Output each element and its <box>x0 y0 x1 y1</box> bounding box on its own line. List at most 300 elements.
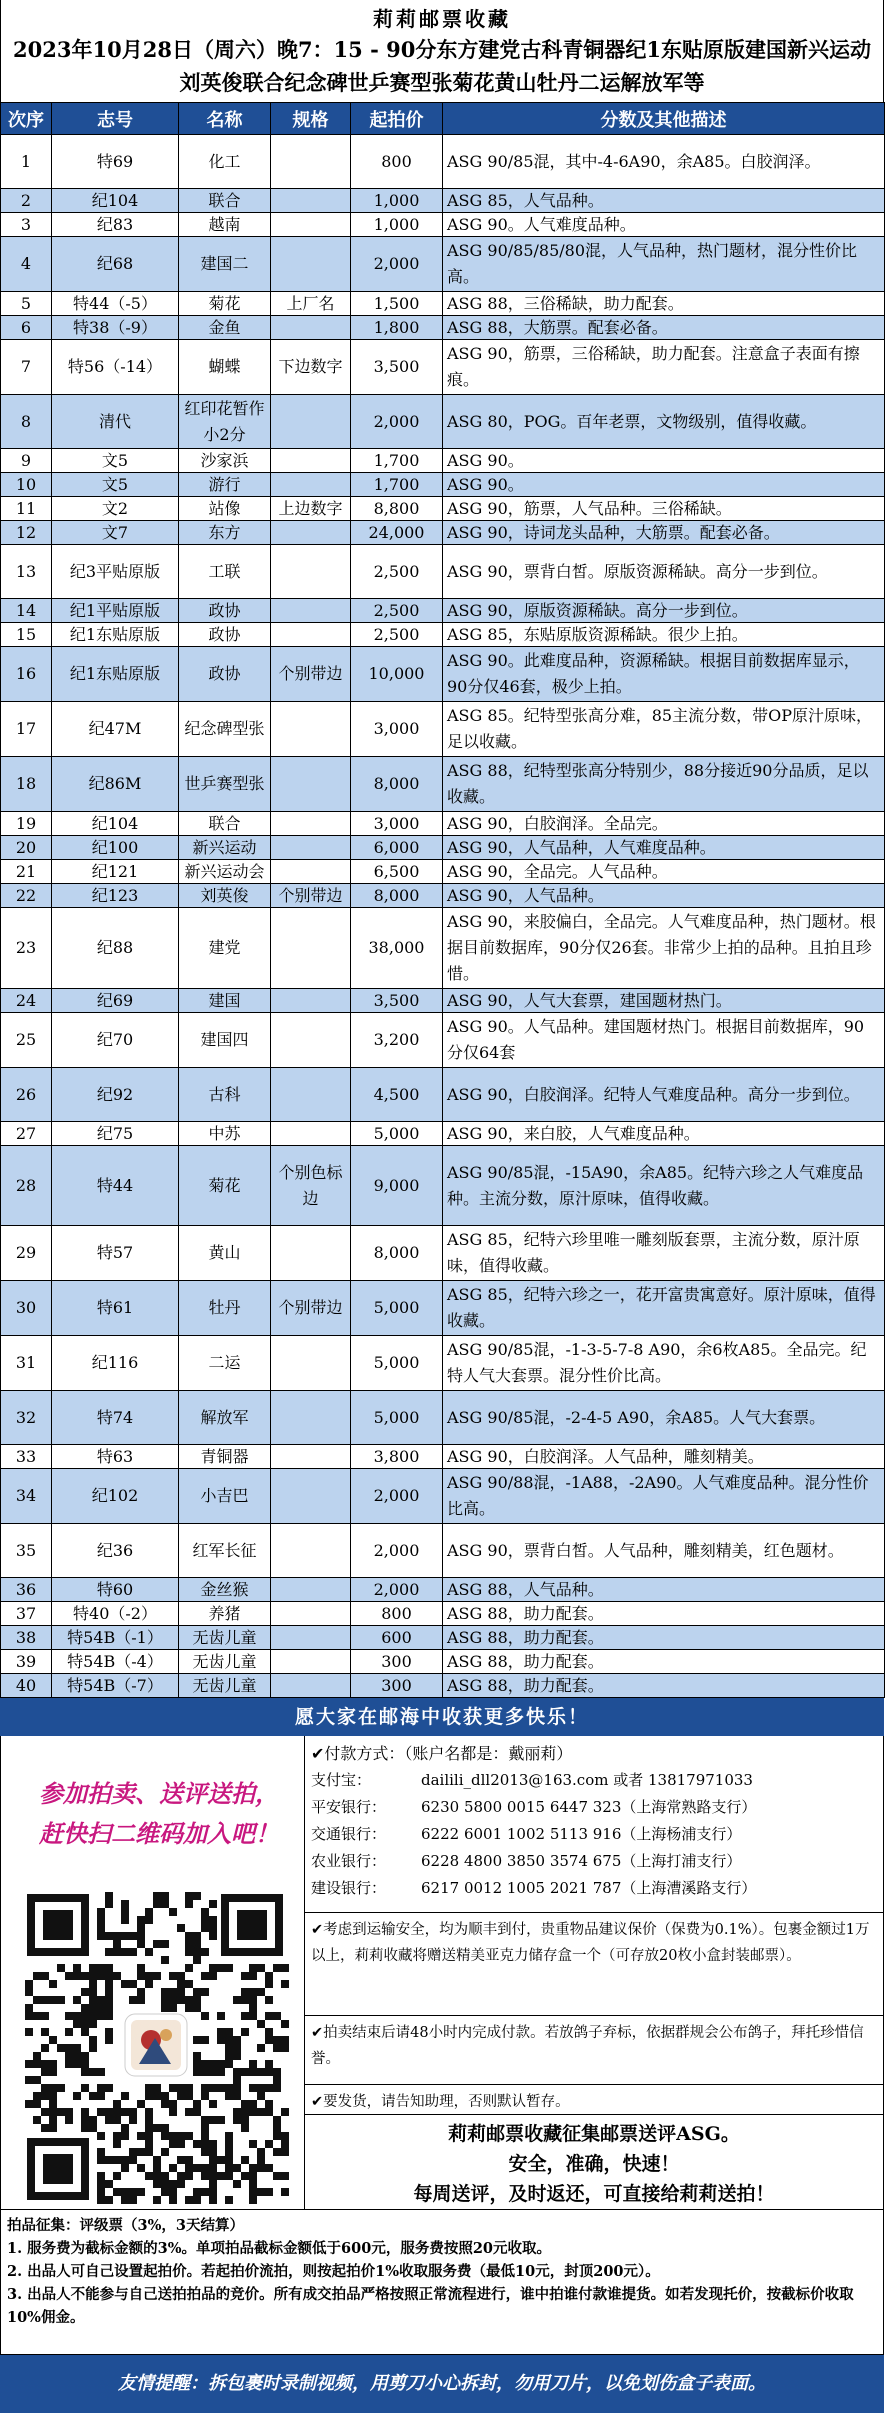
lot-description: ASG 90，筋票，三俗稀缺，助力配套。注意盒子表面有擦痕。 <box>443 340 885 395</box>
lot-number: 8 <box>1 395 52 449</box>
lot-description: ASG 88，助力配套。 <box>443 1602 885 1626</box>
lot-description: ASG 85，人气品种。 <box>443 189 885 213</box>
lot-code: 文7 <box>52 521 179 545</box>
lot-row <box>1 1336 885 1391</box>
lot-code: 纪69 <box>52 989 179 1013</box>
lot-spec <box>271 237 351 292</box>
lot-spec: 个别带边 <box>271 1281 351 1336</box>
lot-number: 32 <box>1 1391 52 1445</box>
lot-spec <box>271 908 351 989</box>
lot-name: 越南 <box>179 213 271 237</box>
lot-row <box>1 1445 885 1469</box>
lot-code: 纪86M <box>52 757 179 812</box>
lot-spec: 上边数字 <box>271 497 351 521</box>
lot-start-price: 3,000 <box>351 702 443 757</box>
lot-spec: 个别带边 <box>271 884 351 908</box>
lot-description: ASG 90/85混，-2-4-5 A90，余A85。人气大套票。 <box>443 1391 885 1445</box>
lot-description: ASG 90/88混，-1A88，-2A90。人气难度品种。混分性价比高。 <box>443 1469 885 1524</box>
lot-start-price: 1,800 <box>351 316 443 340</box>
lot-code: 特60 <box>52 1578 179 1602</box>
lot-row <box>1 237 885 292</box>
lot-name: 站像 <box>179 497 271 521</box>
asg-line-1: 莉莉邮票收藏征集邮票送评ASG。 <box>448 2122 740 2145</box>
lot-start-price: 2,000 <box>351 1578 443 1602</box>
lot-row <box>1 1602 885 1626</box>
col-header-desc: 分数及其他描述 <box>443 103 885 135</box>
lot-description: ASG 90，人气品种，人气难度品种。 <box>443 836 885 860</box>
lot-code: 特61 <box>52 1281 179 1336</box>
lot-description: ASG 90，人气大套票，建国题材热门。 <box>443 989 885 1013</box>
payment-account-row <box>311 1848 877 1875</box>
lot-name: 无齿儿童 <box>179 1650 271 1674</box>
lot-row <box>1 702 885 757</box>
asg-line-2: 安全，准确，快速！ <box>508 2152 680 2175</box>
lot-description: ASG 90，人气品种。 <box>443 884 885 908</box>
lot-spec <box>271 1391 351 1445</box>
lot-row <box>1 908 885 989</box>
payment-account-row <box>311 1821 877 1848</box>
lot-number: 7 <box>1 340 52 395</box>
lot-code: 特44 <box>52 1146 179 1226</box>
lot-description: ASG 85。纪特型张高分难，85主流分数，带OP原汁原味，足以收藏。 <box>443 702 885 757</box>
lot-start-price: 1,000 <box>351 189 443 213</box>
lot-code: 纪47M <box>52 702 179 757</box>
lot-start-price: 2,500 <box>351 545 443 599</box>
lot-spec <box>271 189 351 213</box>
lot-description: ASG 90，白胶润泽。人气品种，雕刻精美。 <box>443 1445 885 1469</box>
rule-3: 3. 出品人不能参与自己送拍拍品的竞价。所有成交拍品严格按照正常流程进行，谁中拍谁付款谁提货。如若发现托价，按截标价收取10%佣金。 <box>7 2286 854 2326</box>
lot-row <box>1 599 885 623</box>
lot-spec <box>271 135 351 189</box>
payment-account-number: 6217 0012 1005 2021 787（上海漕溪路支行） <box>421 1879 757 1897</box>
lot-spec <box>271 1578 351 1602</box>
payment-method-label: 交通银行： <box>311 1825 387 1843</box>
lot-row <box>1 316 885 340</box>
lot-number: 26 <box>1 1068 52 1122</box>
col-header-price: 起拍价 <box>351 103 443 135</box>
qr-code-icon[interactable] <box>21 1888 289 2206</box>
lot-name: 世乒赛型张 <box>179 757 271 812</box>
lot-spec: 上厂名 <box>271 292 351 316</box>
lot-start-price: 5,000 <box>351 1281 443 1336</box>
lot-code: 特57 <box>52 1226 179 1281</box>
lot-code: 纪1平贴原版 <box>52 599 179 623</box>
info-right-panel <box>305 1736 883 2209</box>
lot-start-price: 3,800 <box>351 1445 443 1469</box>
col-header-no: 次序 <box>1 103 52 135</box>
lot-description: ASG 85，纪特六珍里唯一雕刻版套票，主流分数，原汁原味，值得收藏。 <box>443 1226 885 1281</box>
delivery-note: ✔要发货，请告知助理，否则默认暂存。 <box>305 2085 883 2115</box>
footer-reminder: 友情提醒：拆包裹时录制视频，用剪刀小心拆封，勿用刀片，以免划伤盒子表面。 <box>0 2355 884 2413</box>
payment-account-number: 6228 4800 3850 3574 675（上海打浦支行） <box>421 1852 742 1870</box>
lot-start-price: 6,000 <box>351 836 443 860</box>
lot-description: ASG 90/85混，-15A90，余A85。纪特六珍之人气难度品种。主流分数，原汁原味，值得收藏。 <box>443 1146 885 1226</box>
lot-number: 35 <box>1 1524 52 1578</box>
lot-name: 菊花 <box>179 1146 271 1226</box>
col-header-name: 名称 <box>179 103 271 135</box>
lot-code: 纪121 <box>52 860 179 884</box>
lot-code: 纪1东贴原版 <box>52 623 179 647</box>
lot-spec <box>271 395 351 449</box>
lot-code: 纪3平贴原版 <box>52 545 179 599</box>
lot-code: 纪102 <box>52 1469 179 1524</box>
lot-spec <box>271 521 351 545</box>
lot-row <box>1 884 885 908</box>
lot-start-price: 38,000 <box>351 908 443 989</box>
lot-start-price: 5,000 <box>351 1336 443 1391</box>
lot-row <box>1 545 885 599</box>
lot-description: ASG 88，大筋票。配套必备。 <box>443 316 885 340</box>
lot-code: 文5 <box>52 473 179 497</box>
lot-number: 21 <box>1 860 52 884</box>
lot-description: ASG 88，纪特型张高分特别少，88分接近90分品质，足以收藏。 <box>443 757 885 812</box>
lot-description: ASG 90，原版资源稀缺。高分一步到位。 <box>443 599 885 623</box>
lot-number: 3 <box>1 213 52 237</box>
lot-code: 特54B（-1） <box>52 1626 179 1650</box>
lot-name: 建国二 <box>179 237 271 292</box>
lot-row <box>1 135 885 189</box>
lot-name: 化工 <box>179 135 271 189</box>
lot-number: 28 <box>1 1146 52 1226</box>
col-header-spec: 规格 <box>271 103 351 135</box>
lot-start-price: 2,000 <box>351 237 443 292</box>
lot-description: ASG 88，人气品种。 <box>443 1578 885 1602</box>
promo-text <box>1 1736 304 1854</box>
lot-number: 14 <box>1 599 52 623</box>
lot-description: ASG 90。 <box>443 473 885 497</box>
lot-description: ASG 90。 <box>443 449 885 473</box>
rule-1: 1. 服务费为截标金额的3%。单项拍品截标金额低于600元，服务费按照20元收取。 <box>7 2240 551 2257</box>
lot-start-price: 1,500 <box>351 292 443 316</box>
lot-row <box>1 860 885 884</box>
lot-description: ASG 88，助力配套。 <box>443 1650 885 1674</box>
lot-name: 联合 <box>179 812 271 836</box>
lot-code: 纪70 <box>52 1013 179 1068</box>
lot-name: 小吉巴 <box>179 1469 271 1524</box>
lot-start-price: 3,000 <box>351 812 443 836</box>
lot-start-price: 800 <box>351 1602 443 1626</box>
lot-name: 建国四 <box>179 1013 271 1068</box>
lot-name: 红印花暂作小2分 <box>179 395 271 449</box>
lot-start-price: 300 <box>351 1674 443 1698</box>
lot-description: ASG 85，东贴原版资源稀缺。很少上拍。 <box>443 623 885 647</box>
lot-spec <box>271 1626 351 1650</box>
lot-number: 23 <box>1 908 52 989</box>
lot-number: 10 <box>1 473 52 497</box>
lot-number: 40 <box>1 1674 52 1698</box>
lot-code: 清代 <box>52 395 179 449</box>
lot-code: 特63 <box>52 1445 179 1469</box>
lot-spec <box>271 836 351 860</box>
asg-service-panel <box>305 2115 883 2209</box>
lot-description: ASG 90，白胶润泽。全品完。 <box>443 812 885 836</box>
lot-number: 33 <box>1 1445 52 1469</box>
qr-logo-icon <box>125 2014 187 2076</box>
lots-table <box>0 102 885 1698</box>
lot-start-price: 3,500 <box>351 340 443 395</box>
lot-number: 31 <box>1 1336 52 1391</box>
lot-code: 纪100 <box>52 836 179 860</box>
payment-method-label: 建设银行： <box>311 1879 387 1897</box>
lot-number: 5 <box>1 292 52 316</box>
payment-account-number: 6230 5800 0015 6447 323（上海常熟路支行） <box>421 1798 757 1816</box>
lot-spec: 个别带边 <box>271 647 351 702</box>
payment-account-row <box>311 1875 877 1902</box>
payment-method-label: 支付宝： <box>311 1771 372 1789</box>
lot-name: 金鱼 <box>179 316 271 340</box>
lot-start-price: 5,000 <box>351 1122 443 1146</box>
lot-code: 纪83 <box>52 213 179 237</box>
lot-row <box>1 449 885 473</box>
lot-number: 18 <box>1 757 52 812</box>
lot-spec <box>271 316 351 340</box>
lot-spec: 个别色标边 <box>271 1146 351 1226</box>
lot-name: 二运 <box>179 1336 271 1391</box>
lot-start-price: 2,500 <box>351 599 443 623</box>
lot-name: 红军长征 <box>179 1524 271 1578</box>
lot-spec <box>271 1336 351 1391</box>
lot-row <box>1 292 885 316</box>
payment-panel <box>305 1736 883 1913</box>
lot-row <box>1 189 885 213</box>
lot-row <box>1 989 885 1013</box>
lot-number: 19 <box>1 812 52 836</box>
lot-start-price: 8,000 <box>351 1226 443 1281</box>
lot-name: 牡丹 <box>179 1281 271 1336</box>
lot-spec <box>271 1602 351 1626</box>
lot-start-price: 3,500 <box>351 989 443 1013</box>
lot-spec: 下边数字 <box>271 340 351 395</box>
lot-name: 政协 <box>179 623 271 647</box>
lot-number: 1 <box>1 135 52 189</box>
payment-method-label: 平安银行： <box>311 1798 387 1816</box>
shipping-note: ✔考虑到运输安全，均为顺丰到付，贵重物品建议保价（保费为0.1%）。包裹金额过1万以上，莉莉收藏将赠送精美亚克力储存盒一个（可存放20枚小盒封装邮票）。 <box>305 1913 883 2016</box>
payment-account-number: 6222 6001 1002 5113 916（上海杨浦支行） <box>421 1825 742 1843</box>
lot-description: ASG 90，诗词龙头品种，大筋票。配套必备。 <box>443 521 885 545</box>
lot-start-price: 1,700 <box>351 449 443 473</box>
lot-number: 6 <box>1 316 52 340</box>
lot-name: 蝴蝶 <box>179 340 271 395</box>
lot-start-price: 300 <box>351 1650 443 1674</box>
lot-name: 新兴运动会 <box>179 860 271 884</box>
lot-row <box>1 1469 885 1524</box>
lot-spec <box>271 1650 351 1674</box>
lot-spec <box>271 1013 351 1068</box>
payment-title: ✔付款方式：（账户名都是：戴丽莉） <box>311 1744 573 1763</box>
lot-name: 联合 <box>179 189 271 213</box>
lot-name: 政协 <box>179 647 271 702</box>
auction-highlights: 刘英俊联合纪念碑世乒赛型张菊花黄山牡丹二运解放军等 <box>179 70 705 95</box>
auction-schedule: 2023年10月28日（周六）晚7：15 - 90分东方建党古科青铜器纪1东贴原版建国新兴运动 <box>13 37 871 62</box>
lot-spec <box>271 545 351 599</box>
lot-description: ASG 90/85混，其中-4-6A90，余A85。白胶润泽。 <box>443 135 885 189</box>
lot-name: 工联 <box>179 545 271 599</box>
lot-spec <box>271 1226 351 1281</box>
lot-description: ASG 90，全品完。人气品种。 <box>443 860 885 884</box>
lot-code: 纪104 <box>52 812 179 836</box>
lot-spec <box>271 757 351 812</box>
lot-spec <box>271 473 351 497</box>
lot-description: ASG 90/85混，-1-3-5-7-8 A90，余6枚A85。全品完。纪特人气大套票。混分性价比高。 <box>443 1336 885 1391</box>
rules-title: 拍品征集：评级票（3%，3天结算） <box>7 2217 244 2234</box>
lot-row <box>1 1391 885 1445</box>
lot-number: 34 <box>1 1469 52 1524</box>
lot-description: ASG 90，来胶偏白，全品完。人气难度品种，热门题材。根据目前数据库，90分仅26套。非常少上拍的品种。且拍且珍惜。 <box>443 908 885 989</box>
lot-description: ASG 90。人气难度品种。 <box>443 213 885 237</box>
page-title: 莉莉邮票收藏 <box>373 7 511 31</box>
lot-spec <box>271 1674 351 1698</box>
lot-name: 建国 <box>179 989 271 1013</box>
lot-description: ASG 80，POG。百年老票，文物级别，值得收藏。 <box>443 395 885 449</box>
lot-spec <box>271 989 351 1013</box>
lot-start-price: 3,200 <box>351 1013 443 1068</box>
lot-code: 纪116 <box>52 1336 179 1391</box>
lot-code: 纪88 <box>52 908 179 989</box>
lot-name: 无齿儿童 <box>179 1674 271 1698</box>
col-header-code: 志号 <box>52 103 179 135</box>
lot-code: 纪123 <box>52 884 179 908</box>
lot-row <box>1 1524 885 1578</box>
lot-description: ASG 90。此难度品种，资源稀缺。根据目前数据库显示，90分仅46套，极少上拍。 <box>443 647 885 702</box>
lot-name: 黄山 <box>179 1226 271 1281</box>
payment-account-number: dailili_dll2013@163.com 或者 13817971033 <box>421 1771 753 1789</box>
lot-number: 36 <box>1 1578 52 1602</box>
lot-code: 纪104 <box>52 189 179 213</box>
lot-name: 菊花 <box>179 292 271 316</box>
lot-start-price: 600 <box>351 1626 443 1650</box>
lot-name: 建党 <box>179 908 271 989</box>
lot-row <box>1 647 885 702</box>
lot-row <box>1 213 885 237</box>
lot-code: 特56（-14） <box>52 340 179 395</box>
lot-spec <box>271 1469 351 1524</box>
lot-row <box>1 757 885 812</box>
lot-start-price: 4,500 <box>351 1068 443 1122</box>
lot-description: ASG 88，助力配套。 <box>443 1674 885 1698</box>
lot-number: 16 <box>1 647 52 702</box>
lot-start-price: 2,000 <box>351 1469 443 1524</box>
lot-code: 纪75 <box>52 1122 179 1146</box>
lot-start-price: 24,000 <box>351 521 443 545</box>
lot-number: 22 <box>1 884 52 908</box>
lot-spec <box>271 623 351 647</box>
lot-name: 刘英俊 <box>179 884 271 908</box>
thanks-banner: 愿大家在邮海中收获更多快乐！ <box>0 1698 884 1736</box>
lot-spec <box>271 702 351 757</box>
lot-start-price: 8,000 <box>351 757 443 812</box>
lot-code: 特44（-5） <box>52 292 179 316</box>
lot-number: 11 <box>1 497 52 521</box>
rule-2: 2. 出品人可自己设置起拍价。若起拍价流拍，则按起拍价1%收取服务费（最低10元，封顶200元）。 <box>7 2263 660 2280</box>
lot-code: 特38（-9） <box>52 316 179 340</box>
payment-method-label: 农业银行： <box>311 1852 387 1870</box>
lot-start-price: 5,000 <box>351 1391 443 1445</box>
lot-row <box>1 1122 885 1146</box>
lot-row <box>1 1281 885 1336</box>
lot-code: 特74 <box>52 1391 179 1445</box>
lot-row <box>1 1068 885 1122</box>
lot-code: 特54B（-4） <box>52 1650 179 1674</box>
lot-row <box>1 1650 885 1674</box>
lot-description: ASG 90，筋票，人气品种。三俗稀缺。 <box>443 497 885 521</box>
lot-row <box>1 1578 885 1602</box>
lot-row <box>1 1226 885 1281</box>
lot-name: 新兴运动 <box>179 836 271 860</box>
lot-number: 4 <box>1 237 52 292</box>
consignment-rules <box>0 2210 884 2355</box>
lot-spec <box>271 213 351 237</box>
lot-code: 文5 <box>52 449 179 473</box>
lot-code: 纪1东贴原版 <box>52 647 179 702</box>
lot-row <box>1 521 885 545</box>
lot-row <box>1 1626 885 1650</box>
promo-line-1: 参加拍卖、送评送拍， <box>39 1779 279 1808</box>
lot-row <box>1 340 885 395</box>
lot-description: ASG 90，票背白皙。人气品种，雕刻精美，红色题材。 <box>443 1524 885 1578</box>
lot-start-price: 9,000 <box>351 1146 443 1226</box>
lot-start-price: 2,000 <box>351 1524 443 1578</box>
lot-row <box>1 1013 885 1068</box>
lot-description: ASG 88，助力配套。 <box>443 1626 885 1650</box>
lot-spec <box>271 1445 351 1469</box>
lot-row <box>1 497 885 521</box>
lot-number: 20 <box>1 836 52 860</box>
promo-line-2: 赶快扫二维码加入吧！ <box>39 1819 279 1848</box>
lot-start-price: 2,500 <box>351 623 443 647</box>
lot-number: 17 <box>1 702 52 757</box>
lot-description: ASG 85，纪特六珍之一，花开富贵寓意好。原汁原味，值得收藏。 <box>443 1281 885 1336</box>
lot-start-price: 2,000 <box>351 395 443 449</box>
lot-number: 24 <box>1 989 52 1013</box>
lot-spec <box>271 1122 351 1146</box>
lot-number: 15 <box>1 623 52 647</box>
lot-number: 2 <box>1 189 52 213</box>
lot-code: 特54B（-7） <box>52 1674 179 1698</box>
lot-code: 特69 <box>52 135 179 189</box>
lot-name: 政协 <box>179 599 271 623</box>
lot-name: 青铜器 <box>179 1445 271 1469</box>
lot-code: 纪92 <box>52 1068 179 1122</box>
lot-description: ASG 90，票背白皙。原版资源稀缺。高分一步到位。 <box>443 545 885 599</box>
lot-name: 金丝猴 <box>179 1578 271 1602</box>
lot-code: 特40（-2） <box>52 1602 179 1626</box>
lot-description: ASG 90，白胶润泽。纪特人气难度品种。高分一步到位。 <box>443 1068 885 1122</box>
lot-start-price: 800 <box>351 135 443 189</box>
lot-number: 39 <box>1 1650 52 1674</box>
lot-description: ASG 90，来白胶，人气难度品种。 <box>443 1122 885 1146</box>
lot-start-price: 1,700 <box>351 473 443 497</box>
lot-row <box>1 623 885 647</box>
lots-table-header <box>1 103 885 135</box>
lot-spec <box>271 449 351 473</box>
lot-start-price: 1,000 <box>351 213 443 237</box>
lot-row <box>1 395 885 449</box>
lot-number: 29 <box>1 1226 52 1281</box>
promo-panel <box>1 1736 305 2209</box>
lot-spec <box>271 599 351 623</box>
lot-name: 纪念碑型张 <box>179 702 271 757</box>
lot-name: 无齿儿童 <box>179 1626 271 1650</box>
lot-number: 27 <box>1 1122 52 1146</box>
lot-row <box>1 1146 885 1226</box>
lot-number: 9 <box>1 449 52 473</box>
lot-name: 游行 <box>179 473 271 497</box>
lot-row <box>1 812 885 836</box>
lot-spec <box>271 1524 351 1578</box>
lot-name: 养猪 <box>179 1602 271 1626</box>
payment-account-row <box>311 1794 877 1821</box>
lot-number: 13 <box>1 545 52 599</box>
